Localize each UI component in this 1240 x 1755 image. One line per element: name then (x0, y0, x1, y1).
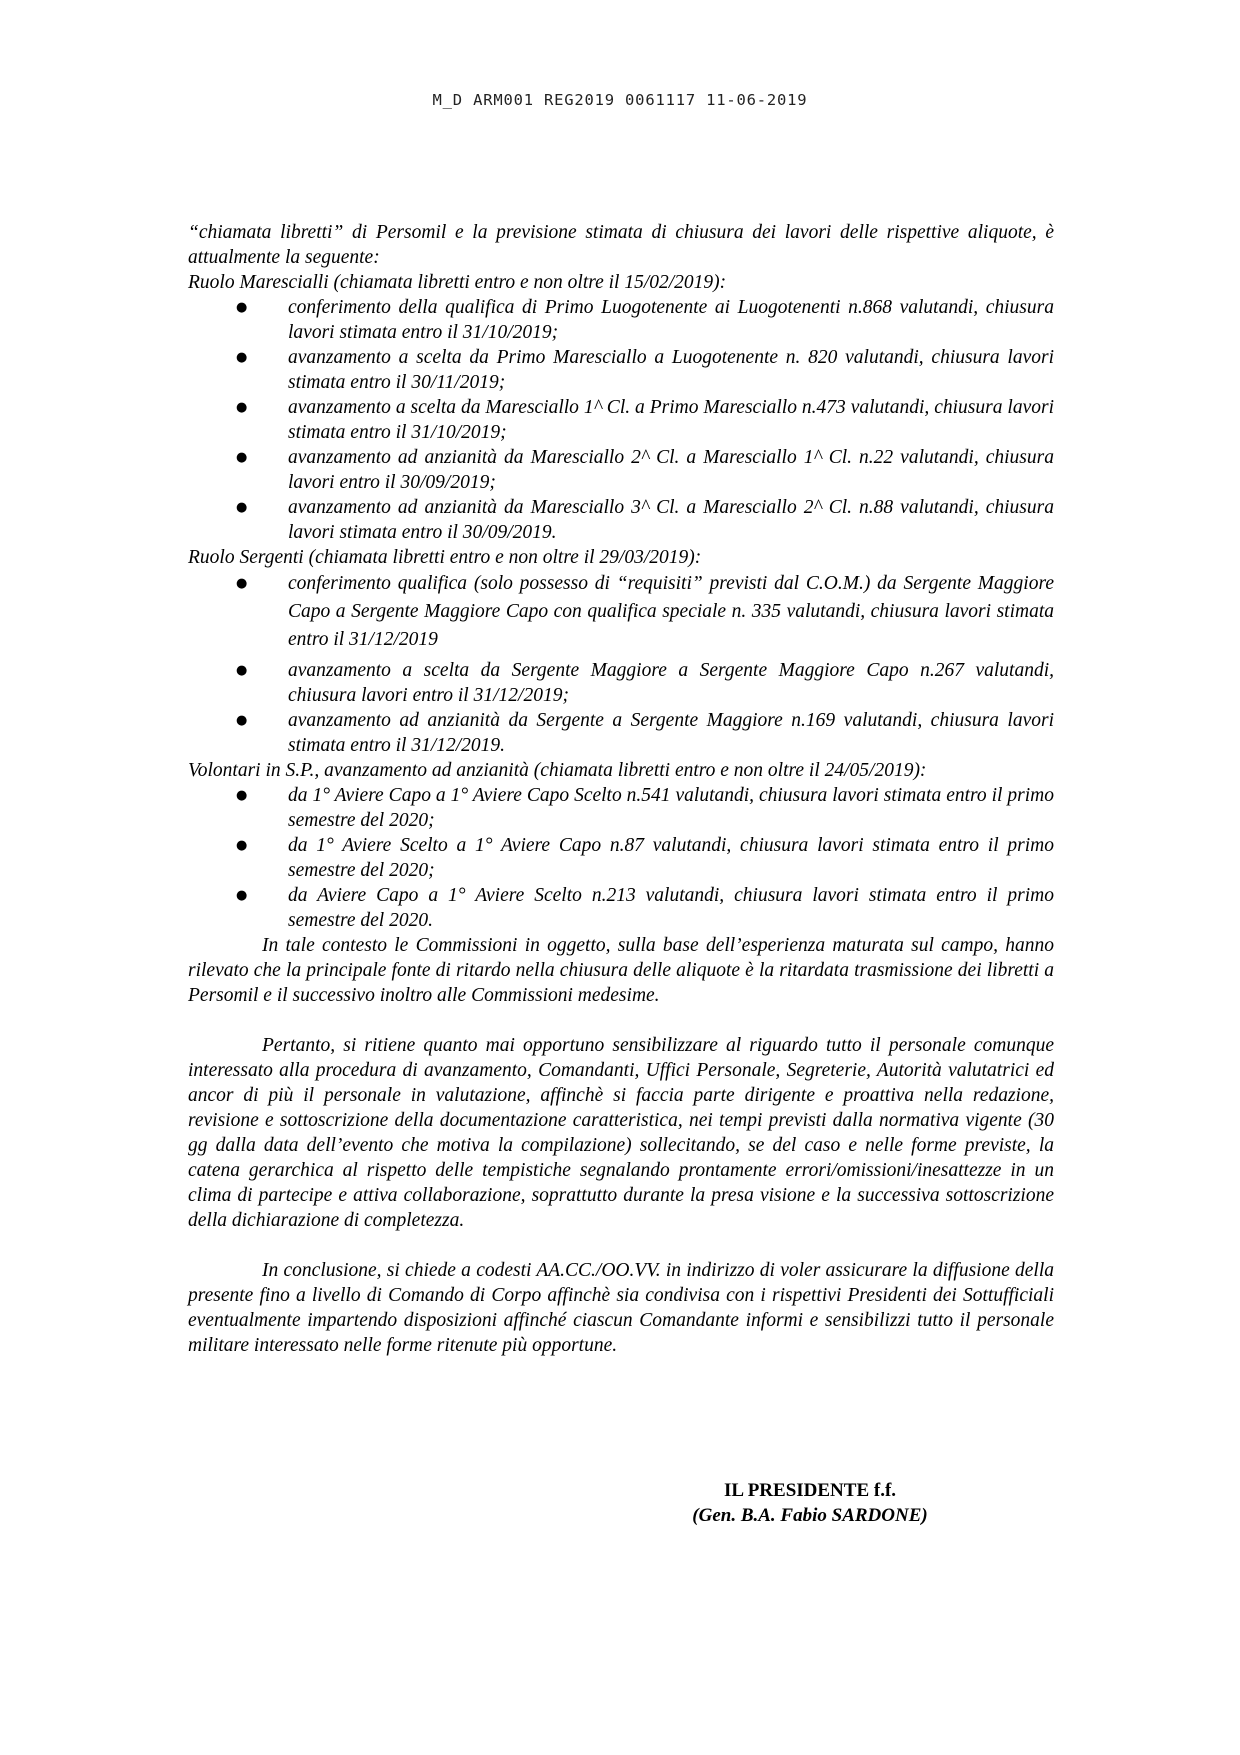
signature-block (640, 1478, 980, 1528)
section-heading-volontari: Volontari in S.P., avanzamento ad anzianità (chiamata libretti entro e non oltre il 24/05/2019): (188, 760, 927, 781)
list-item: ● da Aviere Capo a 1° Aviere Scelto n.213 valutandi, chiusura lavori stimata entro il primo semestre del 2020. (236, 885, 1054, 931)
section-heading-marescialli: Ruolo Marescialli (chiamata libretti entro e non oltre il 15/02/2019): (188, 272, 727, 293)
list-item: ● avanzamento ad anzianità da Maresciallo 2^ Cl. a Maresciallo 1^ Cl. n.22 valutandi, chiusura lavori entro il 30/09/2019; (236, 447, 1054, 493)
bullet-icon: ● (236, 300, 248, 315)
protocol-number: M_D ARM001 REG2019 0061117 11-06-2019 (432, 91, 808, 109)
list-item: ● conferimento della qualifica di Primo Luogotenente ai Luogotenenti n.868 valutandi, chiusura lavori stimata entro il 31/10/2019; (236, 297, 1054, 343)
request-paragraph: Pertanto, si ritiene quanto mai opportuno sensibilizzare al riguardo tutto il personale comunque interessato alla procedura di avanzamento, Comandanti, Uffici Personale, Segreterie, Autorità valutatrici ed ancor di più il personale in valutazione, affinchè si faccia parte dirigente e proattiva nella redazione, revisione e sottoscrizione della documentazione caratteristica, nei tempi previsti dalla normativa vigente (30 gg dalla data dell’evento che motiva la compilazione) sollecitando, se del caso e nelle forme previste, la catena gerarchica al rispetto delle tempistiche segnalando prontamente errori/omissioni/inesattezze in un clima di partecipe e attiva collaborazione, soprattutto durante la presa visione e la successiva sottoscrizione della dichiarazione di completezza. (188, 1035, 1054, 1231)
bullet-icon: ● (236, 838, 248, 853)
bullet-icon: ● (236, 500, 248, 515)
signature-name: (Gen. B.A. Fabio SARDONE) (692, 1505, 928, 1526)
bullet-icon: ● (236, 888, 248, 903)
bullet-icon: ● (236, 450, 248, 465)
intro-paragraph: “chiamata libretti” di Persomil e la previsione stimata di chiusura dei lavori delle rispettive aliquote, è attualmente la seguente: (188, 222, 1054, 268)
bullet-icon: ● (236, 576, 248, 591)
list-item: ● avanzamento ad anzianità da Maresciallo 3^ Cl. a Maresciallo 2^ Cl. n.88 valutandi, chiusura lavori stimata entro il 30/09/2019. (236, 497, 1054, 543)
bullet-icon: ● (236, 350, 248, 365)
context-paragraph: In tale contesto le Commissioni in oggetto, sulla base dell’esperienza maturata sul campo, hanno rilevato che la principale fonte di ritardo nella chiusura delle aliquote è la ritardata trasmissione dei libretti a Persomil e il successivo inoltro alle Commissioni medesime. (188, 935, 1054, 1006)
list-item: ● avanzamento a scelta da Maresciallo 1^ Cl. a Primo Maresciallo n.473 valutandi, chiusura lavori stimata entro il 31/10/2019; (236, 397, 1054, 443)
list-item: ● da 1° Aviere Scelto a 1° Aviere Capo n.87 valutandi, chiusura lavori stimata entro il primo semestre del 2020; (236, 835, 1054, 881)
list-marescialli (188, 295, 1054, 545)
list-item: ● da 1° Aviere Capo a 1° Aviere Capo Scelto n.541 valutandi, chiusura lavori stimata entro il primo semestre del 2020; (236, 785, 1054, 831)
list-volontari (188, 783, 1054, 933)
list-item: ● avanzamento ad anzianità da Sergente a Sergente Maggiore n.169 valutandi, chiusura lavori stimata entro il 31/12/2019. (236, 710, 1054, 756)
conclusion-paragraph: In conclusione, si chiede a codesti AA.CC./OO.VV. in indirizzo di voler assicurare la diffusione della presente fino a livello di Comando di Corpo affinchè sia condivisa con i rispettivi Presidenti dei Sottufficiali eventualmente impartendo disposizioni affinché ciascun Comandante informi e sensibilizzi tutto il personale militare interessato nelle forme ritenute più opportune. (188, 1260, 1054, 1356)
bullet-icon: ● (236, 663, 248, 678)
signature-title: IL PRESIDENTE f.f. (723, 1480, 897, 1501)
list-sergenti (188, 570, 1054, 758)
list-item: ● avanzamento a scelta da Sergente Maggiore a Sergente Maggiore Capo n.267 valutandi, chiusura lavori entro il 31/12/2019; (236, 660, 1054, 706)
bullet-icon: ● (236, 713, 248, 728)
bullet-icon: ● (236, 788, 248, 803)
list-item: ● avanzamento a scelta da Primo Maresciallo a Luogotenente n. 820 valutandi, chiusura lavori stimata entro il 30/11/2019; (236, 347, 1054, 393)
bullet-icon: ● (236, 400, 248, 415)
section-heading-sergenti: Ruolo Sergenti (chiamata libretti entro e non oltre il 29/03/2019): (188, 547, 702, 568)
document-body (188, 220, 1054, 1358)
list-item: ● conferimento qualifica (solo possesso di “requisiti” previsti dal C.O.M.) da Sergente Maggiore Capo a Sergente Maggiore Capo con qualifica speciale n. 335 valutandi, chiusura lavori stimata entro il 31/12/2019 (188, 570, 1054, 654)
